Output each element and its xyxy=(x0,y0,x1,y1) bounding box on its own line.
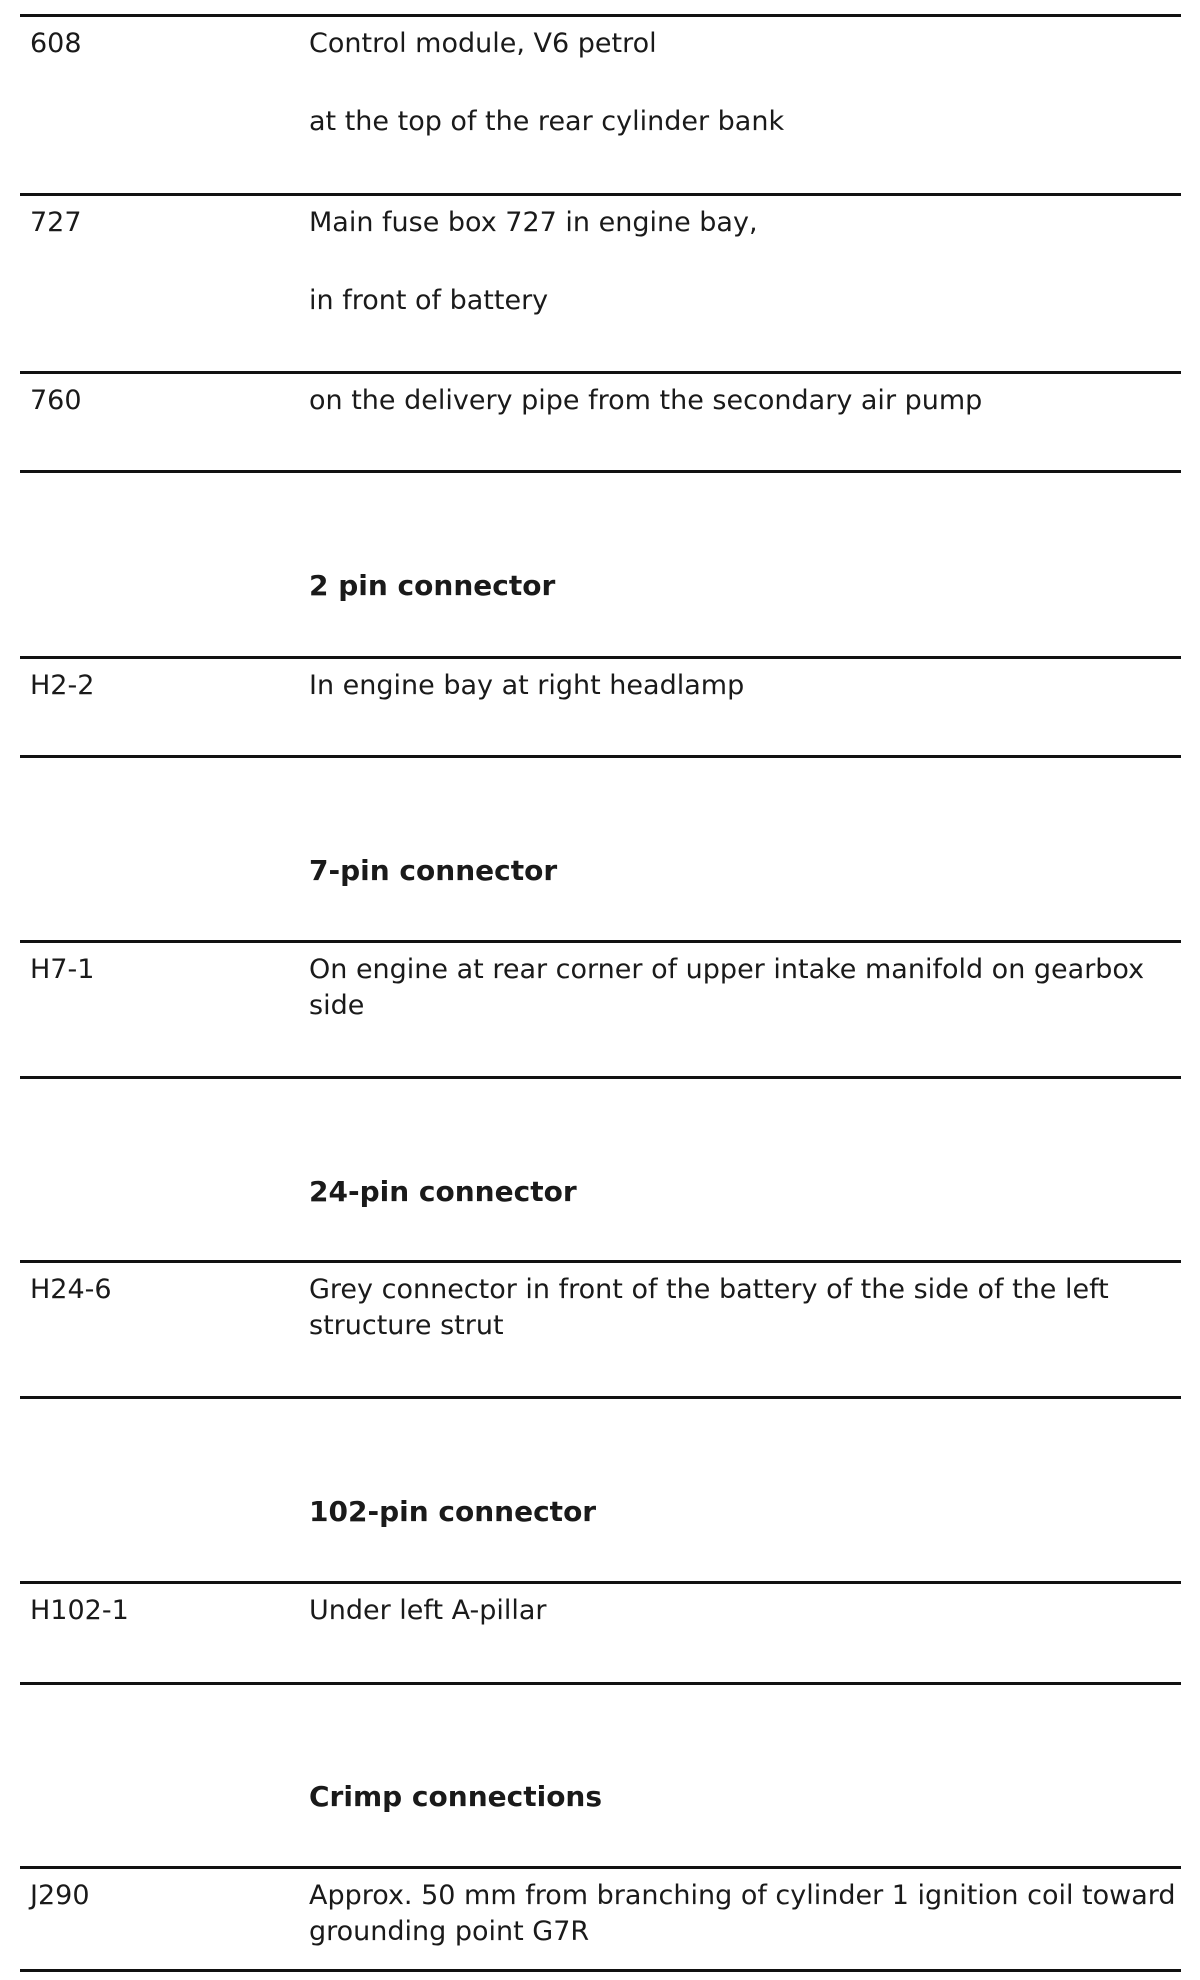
component-code: 760 xyxy=(30,385,82,416)
location-line: Grey connector in front of the battery of the side of the left structure strut xyxy=(309,1274,1109,1341)
location-line: On engine at rear corner of upper intake manifold on gearbox side xyxy=(309,954,1145,1021)
component-code: J290 xyxy=(30,1880,90,1911)
component-code: H24-6 xyxy=(30,1274,112,1305)
component-code: H2-2 xyxy=(30,670,95,701)
location-line: Control module, V6 petrol xyxy=(309,28,657,59)
location-line: Approx. 50 mm from branching of cylinder 1 ignition coil toward grounding point G7R xyxy=(309,1880,1176,1947)
component-code: 608 xyxy=(30,28,82,59)
table-rule xyxy=(20,1396,1181,1399)
table-rule xyxy=(20,14,1181,17)
component-code: H7-1 xyxy=(30,954,95,985)
location-line: at the top of the rear cylinder bank xyxy=(309,106,785,137)
table-rule xyxy=(20,755,1181,758)
component-location xyxy=(309,26,1179,140)
component-location xyxy=(309,205,1179,319)
component-location xyxy=(309,383,1179,419)
location-line: in front of battery xyxy=(309,285,549,316)
section-heading: 7-pin connector xyxy=(309,854,558,887)
component-location xyxy=(309,668,1179,704)
table-rule xyxy=(20,940,1181,943)
table-rule xyxy=(20,1260,1181,1263)
section-heading: 2 pin connector xyxy=(309,569,556,602)
table-rule xyxy=(20,1076,1181,1079)
component-location xyxy=(309,1878,1179,1950)
component-code: H102-1 xyxy=(30,1595,129,1626)
location-line: on the delivery pipe from the secondary air pump xyxy=(309,385,983,416)
table-rule xyxy=(20,1969,1181,1972)
table-rule xyxy=(20,470,1181,473)
component-location xyxy=(309,952,1179,1024)
table-rule xyxy=(20,656,1181,659)
component-location xyxy=(309,1593,1179,1629)
section-heading: Crimp connections xyxy=(309,1780,603,1813)
table-rule xyxy=(20,1682,1181,1685)
location-line: Main fuse box 727 in engine bay, xyxy=(309,207,758,238)
component-code: 727 xyxy=(30,207,82,238)
table-rule xyxy=(20,193,1181,196)
component-location xyxy=(309,1272,1179,1344)
location-line: Under left A-pillar xyxy=(309,1595,547,1626)
section-heading: 24-pin connector xyxy=(309,1175,577,1208)
table-rule xyxy=(20,371,1181,374)
section-heading: 102-pin connector xyxy=(309,1495,597,1528)
location-line: In engine bay at right headlamp xyxy=(309,670,745,701)
table-rule xyxy=(20,1581,1181,1584)
table-rule xyxy=(20,1866,1181,1869)
